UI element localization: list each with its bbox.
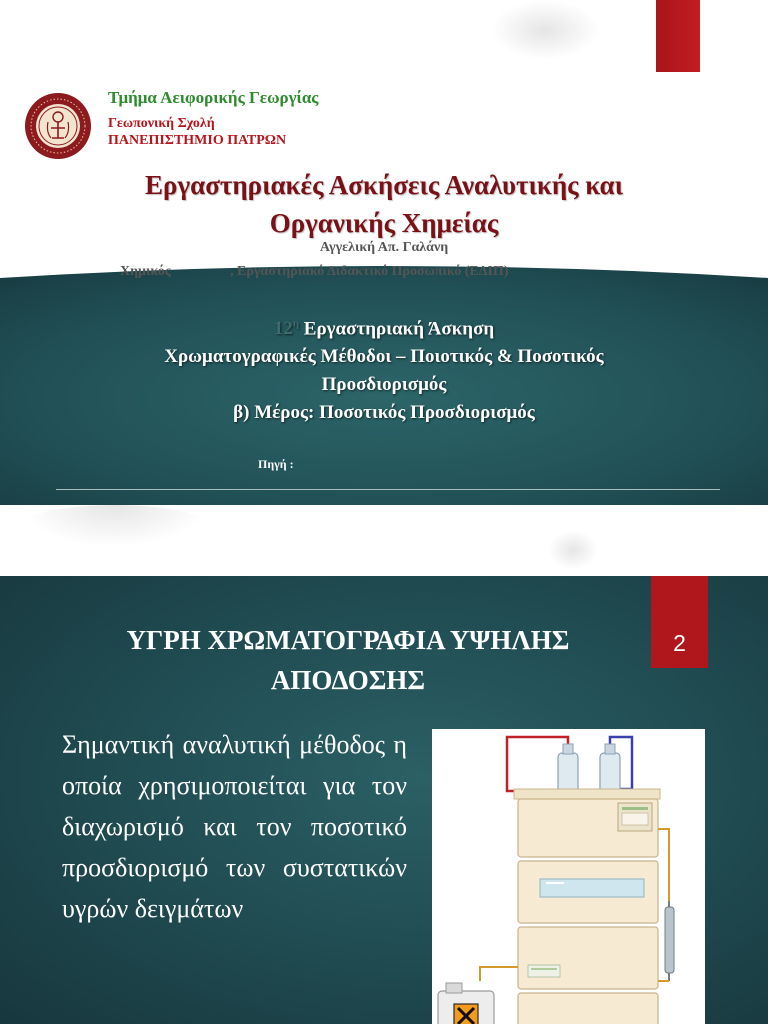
decorative-shadow <box>490 0 600 60</box>
author-role <box>120 264 508 280</box>
author-role-position: , Εργαστηριακό Διδακτικό Προσωπικό (ΕΔΙΠ) <box>230 264 509 279</box>
presentation-title <box>0 166 768 242</box>
university-seal-icon <box>24 92 92 160</box>
decorative-shadow <box>548 530 598 570</box>
subtitle-line-2: Προσδιορισμός <box>321 374 447 396</box>
decorative-shadow <box>20 505 210 547</box>
divider-line <box>56 489 720 490</box>
content-slide <box>0 576 768 1024</box>
title-line-2: Οργανικής Χημείας <box>269 208 499 238</box>
source-label: Πηγή : <box>258 457 294 471</box>
subtitle-line-3: β) Μέρος: Ποσοτικός Προσδιορισμός <box>233 402 535 424</box>
exercise-heading <box>0 310 768 427</box>
exercise-line <box>0 310 768 343</box>
red-accent-bar <box>656 0 700 72</box>
solvent-bottle-icon <box>558 744 578 793</box>
hplc-instrument-illustration <box>432 729 705 1024</box>
slide-number: 2 <box>673 630 686 656</box>
exercise-number <box>274 318 299 339</box>
author-role-title: Χημικός <box>120 264 171 279</box>
university-name: ΠΑΝΕΠΙΣΤΗΜΙΟ ΠΑΤΡΩΝ <box>108 133 287 148</box>
hplc-instrument-figure <box>432 729 705 1024</box>
exercise-label: Εργαστηριακή Άσκηση <box>303 318 495 340</box>
department-name: Τμήμα Αειφορικής Γεωργίας <box>108 88 319 107</box>
subtitle-line-1: Χρωματογραφικές Μέθοδοι – Ποιοτικός & Ποσοτικός <box>164 346 604 368</box>
slide-title-line-2: ΑΠΟΔΟΣΗΣ <box>270 665 426 695</box>
slide-body-text: Σημαντική αναλυτική μέθοδος η οποία χρησιμοποιείται για τον διαχωρισμό και τον ποσοτικό προσδιορισμό των συστατικών υγρών δειγμάτων <box>62 730 407 923</box>
solvent-bottle-icon <box>600 744 620 793</box>
slide-title-line-1: ΥΓΡΗ ΧΡΩΜΑΤΟΓΡΑΦΙΑ ΥΨΗΛΗΣ <box>126 625 570 655</box>
title-line-1: Εργαστηριακές Ασκήσεις Αναλυτικής και <box>145 170 623 200</box>
school-name: Γεωπονική Σχολή <box>108 116 215 131</box>
chromatography-column-icon <box>665 901 674 981</box>
title-slide <box>0 0 768 505</box>
author-name: Αγγελική Απ. Γαλάνη <box>319 240 449 255</box>
exercise-number-suffix: η <box>292 318 300 330</box>
hazard-waste-container-icon <box>438 983 494 1024</box>
slide-title <box>58 620 638 700</box>
exercise-number-value: 12 <box>273 318 293 340</box>
